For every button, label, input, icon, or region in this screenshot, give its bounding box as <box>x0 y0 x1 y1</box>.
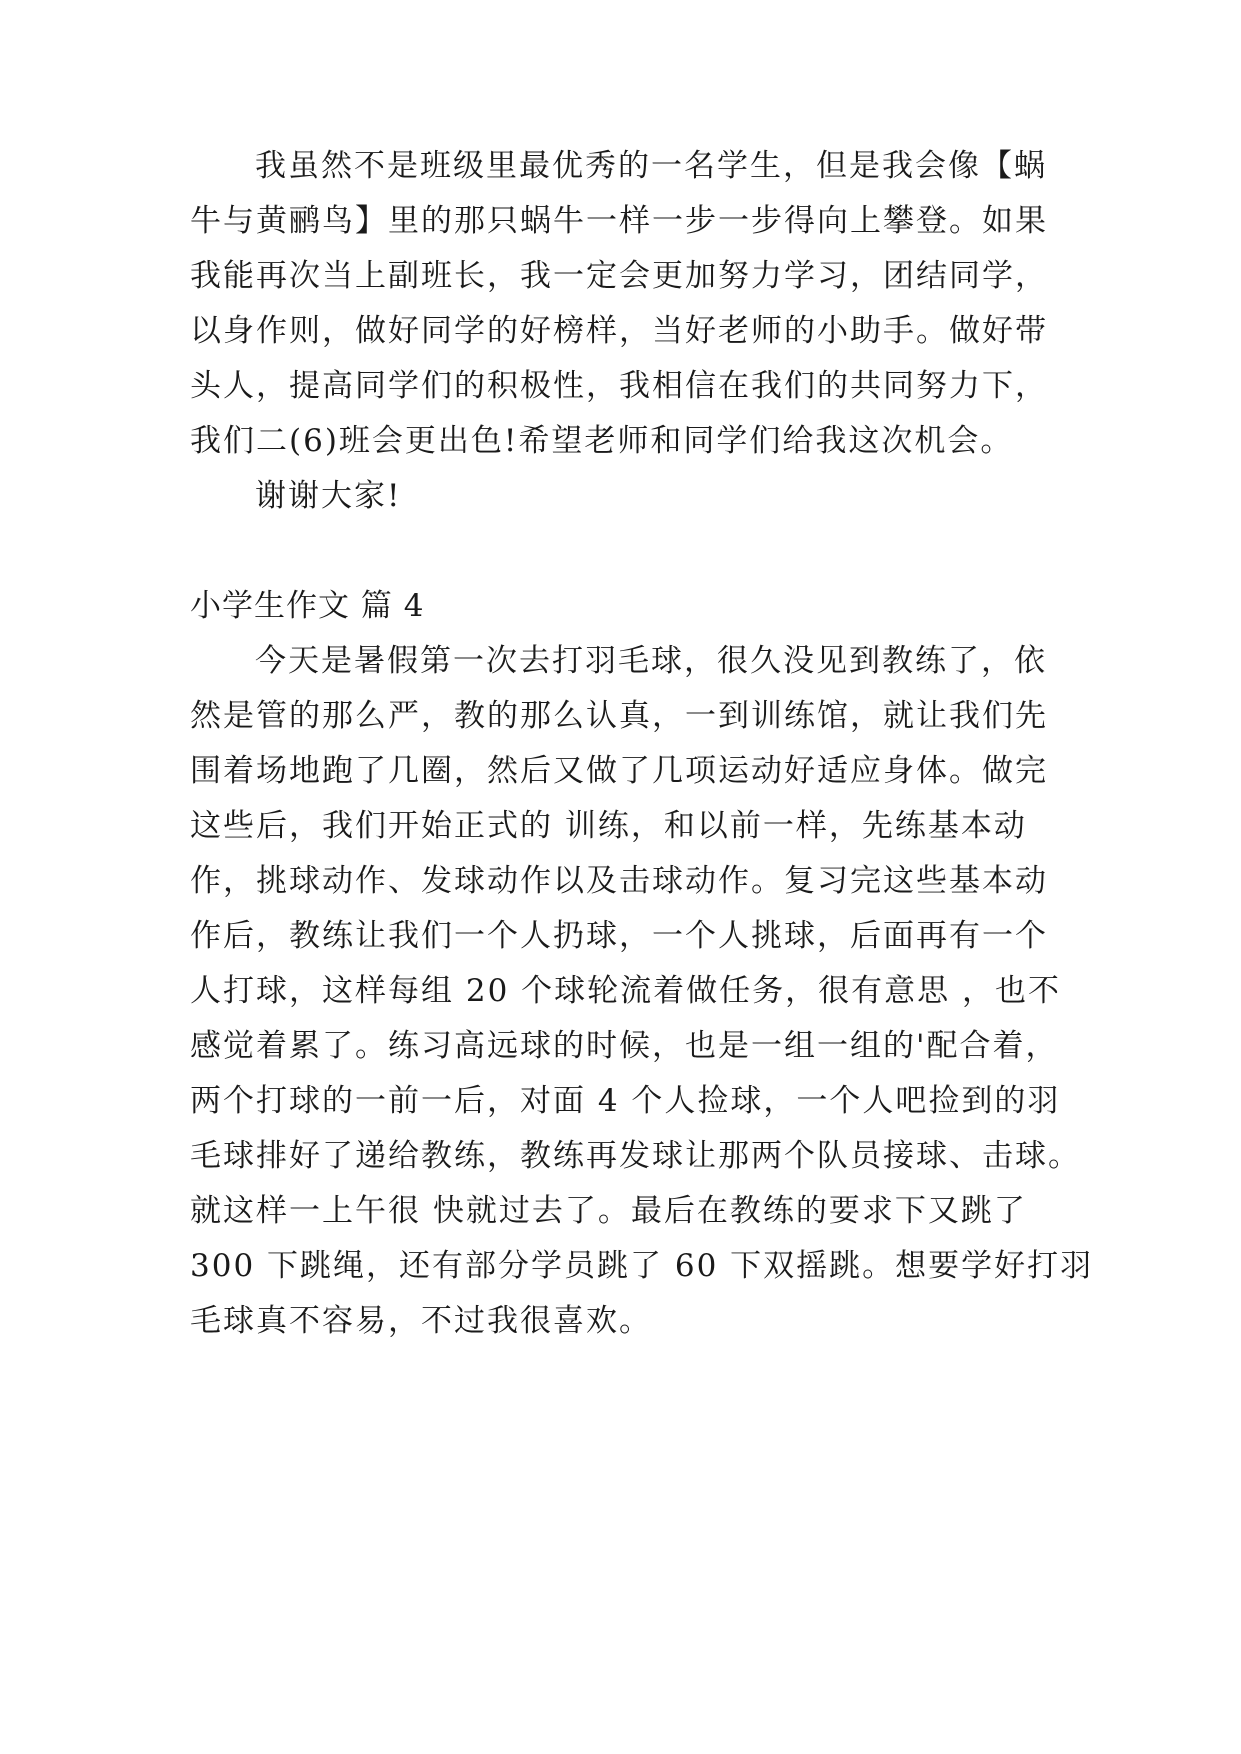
paragraph-line: 作后，教练让我们一个人扔球，一个人挑球，后面再有一个 <box>190 918 1048 954</box>
paragraph-line: 就这样一上午很 快就过去了。最后在教练的要求下又跳了 <box>190 1193 1027 1229</box>
paragraph-line: 今天是暑假第一次去打羽毛球，很久没见到教练了，依 <box>255 643 1047 679</box>
paragraph-line: 两个打球的一前一后，对面 4 个人捡球，一个人吧捡到的羽 <box>190 1083 1061 1119</box>
paragraph-line: 我虽然不是班级里最优秀的一名学生，但是我会像【蜗 <box>255 148 1047 184</box>
paragraph-line: 我能再次当上副班长，我一定会更加努力学习，团结同学， <box>190 258 1048 294</box>
paragraph-line: 然是管的那么严，教的那么认真，一到训练馆，就让我们先 <box>190 698 1048 734</box>
paragraph-line: 作，挑球动作、发球动作以及击球动作。复习完这些基本动 <box>190 863 1048 899</box>
closing-line: 谢谢大家! <box>255 478 402 514</box>
paragraph-line: 围着场地跑了几圈，然后又做了几项运动好适应身体。做完 <box>190 753 1048 789</box>
paragraph-line: 毛球真不容易，不过我很喜欢。 <box>190 1303 652 1339</box>
paragraph-line: 牛与黄鹂鸟】里的那只蜗牛一样一步一步得向上攀登。如果 <box>190 203 1048 239</box>
paragraph-line: 这些后，我们开始正式的 训练，和以前一样，先练基本动 <box>190 808 1027 844</box>
paragraph-line: 以身作则，做好同学的好榜样，当好老师的小助手。做好带 <box>190 313 1048 349</box>
paragraph-line: 300 下跳绳，还有部分学员跳了 60 下双摇跳。想要学好打羽 <box>190 1248 1094 1284</box>
paragraph-line: 感觉着累了。练习高远球的时候，也是一组一组的'配合着， <box>190 1028 1059 1064</box>
paragraph-line: 头人，提高同学们的积极性，我相信在我们的共同努力下， <box>190 368 1048 404</box>
section-heading: 小学生作文 篇 4 <box>190 588 425 624</box>
paragraph-line: 我们二(6)班会更出色!希望老师和同学们给我这次机会。 <box>190 423 1014 459</box>
paragraph-line: 人打球，这样每组 20 个球轮流着做任务，很有意思 ，也不 <box>190 973 1062 1009</box>
paragraph-line: 毛球排好了递给教练，教练再发球让那两个队员接球、击球。 <box>190 1138 1081 1174</box>
